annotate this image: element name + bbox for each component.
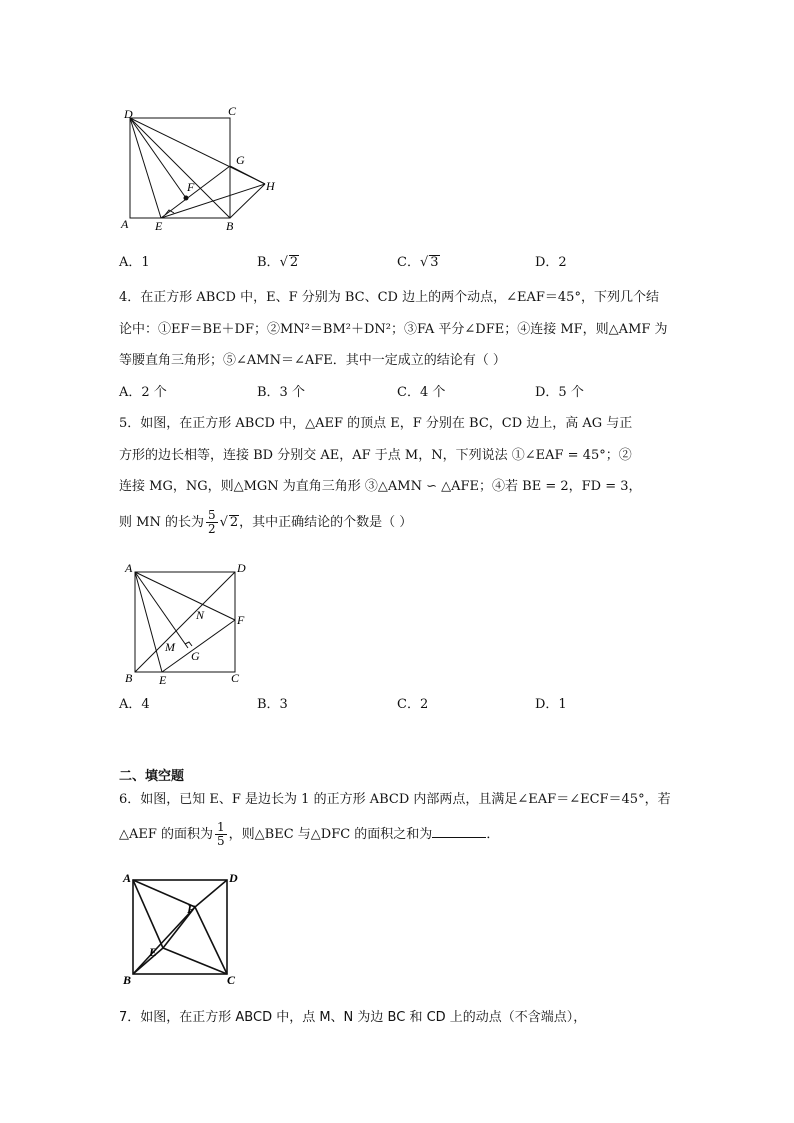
label-d-3: D [229,871,238,885]
q5-line-4-prefix: 则 MN 的长为 [119,515,204,530]
q6-answer-blank[interactable] [432,825,486,838]
label-a-3: A [123,871,132,885]
q5-frac-denominator: 2 [207,522,216,536]
q6-frac-denominator: 5 [217,834,225,848]
segment-bh [230,184,265,218]
point-f [184,196,189,201]
q7-line-1: 7．如图，在正方形 ABCD 中，点 M、N 为边 BC 和 CD 上的动点（不含端点）， [119,1010,587,1025]
q5-line-2: 方形的边长相等，连接 BD 分别交 AE，AF 于点 M，N，下列说法 ①∠EAF = 45°；② [119,448,632,463]
q6-end: ． [486,827,500,842]
label-n-2: N [196,608,205,622]
q6-line-2-suffix: ，则△BEC 与△DFC 的面积之和为 [228,827,433,842]
q4-line-2: 论中：①EF＝BE＋DF；②MN²＝BM²＋DN²；③FA 平分∠DFE；④连接 MF，则△AMF 为 [119,322,668,337]
segment-df-3 [195,880,227,907]
q5-root: 2 [229,515,239,530]
label-b-2: B [125,671,133,685]
q6-line-2-prefix: △AEF 的面积为 [119,827,214,842]
q3-option-b-root: 2 [289,255,299,270]
segment-ae-3 [133,880,163,948]
q3-option-b-label: B． [257,255,280,270]
label-a-2: A [125,561,133,575]
q3-option-b: B．√ 2 [257,255,299,270]
q5-option-a: A．4 [119,697,150,712]
segment-eh [161,184,265,218]
q5-fraction [206,509,218,536]
q5-option-d: D．1 [535,697,567,712]
q5-option-b: B．3 [257,697,288,712]
label-f: F [187,180,195,194]
figure-3-square-abcd [115,868,245,990]
label-h: H [266,179,275,193]
q5-line-1: 5．如图，在正方形 ABCD 中，△AEF 的顶点 E，F 分别在 BC，CD 边上，高 AG 与正 [119,416,633,431]
label-g: G [236,153,245,167]
segment-bf-3 [133,907,195,974]
segment-ae [135,572,162,672]
q4-line-3: 等腰直角三角形；⑤∠AMN＝∠AFE．其中一定成立的结论有（ ） [119,353,506,368]
q6-line-2 [119,818,499,852]
label-a: A [121,217,129,231]
q6-frac-numerator: 1 [217,820,225,834]
label-d: D [124,107,133,121]
q3-option-c-root: 3 [430,255,439,270]
label-f-3: F [187,902,196,916]
label-c: C [228,104,237,118]
label-c-2: C [231,671,240,685]
segment-df [130,118,186,198]
segment-be-3 [133,948,163,974]
figure-2-square-abcd [115,560,255,690]
q3-option-a: A．1 [119,255,150,270]
label-e: E [155,219,163,233]
label-e-2: E [159,673,167,687]
label-c-3: C [227,973,236,987]
section-title: 二、填空题 [119,769,185,784]
segment-bd [135,572,235,672]
q3-option-c: C．√ 3 [397,255,439,270]
q5-option-c: C．2 [397,697,429,712]
q3-option-d: D．2 [535,255,567,270]
q4-option-c: C．4 个 [397,385,446,400]
q5-line-3: 连接 MG，NG，则△MGN 为直角三角形 ③△AMN ∽ △AFE；④若 BE = 2，FD = 3， [119,479,642,494]
segment-eg [161,166,230,218]
segment-gh [230,166,265,184]
segment-ag [135,572,188,648]
label-m-2: M [165,640,175,654]
segment-ec-3 [163,948,227,974]
q3-option-c-label: C． [397,255,420,270]
label-b-3: B [123,973,132,987]
label-b: B [226,219,234,233]
label-e-3: E [149,945,158,959]
q4-line-1: 4．在正方形 ABCD 中，E、F 分别为 BC、CD 边上的两个动点，∠EAF＝45°，下列几个结 [119,290,659,305]
label-g-2: G [191,649,200,663]
q6-line-1: 6．如图，已知 E、F 是边长为 1 的正方形 ABCD 内部两点，且满足∠EAF＝∠ECF＝45°，若 [119,792,671,807]
label-f-2: F [237,613,245,627]
q6-fraction [215,821,227,848]
segment-af [135,572,235,620]
q4-option-d: D．5 个 [535,385,584,400]
q4-option-b: B．3 个 [257,385,305,400]
q4-option-a: A．2 个 [119,385,167,400]
figure-1-square-dcba [115,100,285,240]
q5-frac-numerator: 5 [207,508,216,522]
q5-line-4-suffix: ，其中正确结论的个数是（ ） [239,515,413,530]
label-d-2: D [237,561,246,575]
q5-line-4: 则 MN 的长为 $\frac{5}{2}$ √ 2，其中正确结论的个数是（ ） [119,508,413,536]
segment-fc-3 [195,907,227,974]
